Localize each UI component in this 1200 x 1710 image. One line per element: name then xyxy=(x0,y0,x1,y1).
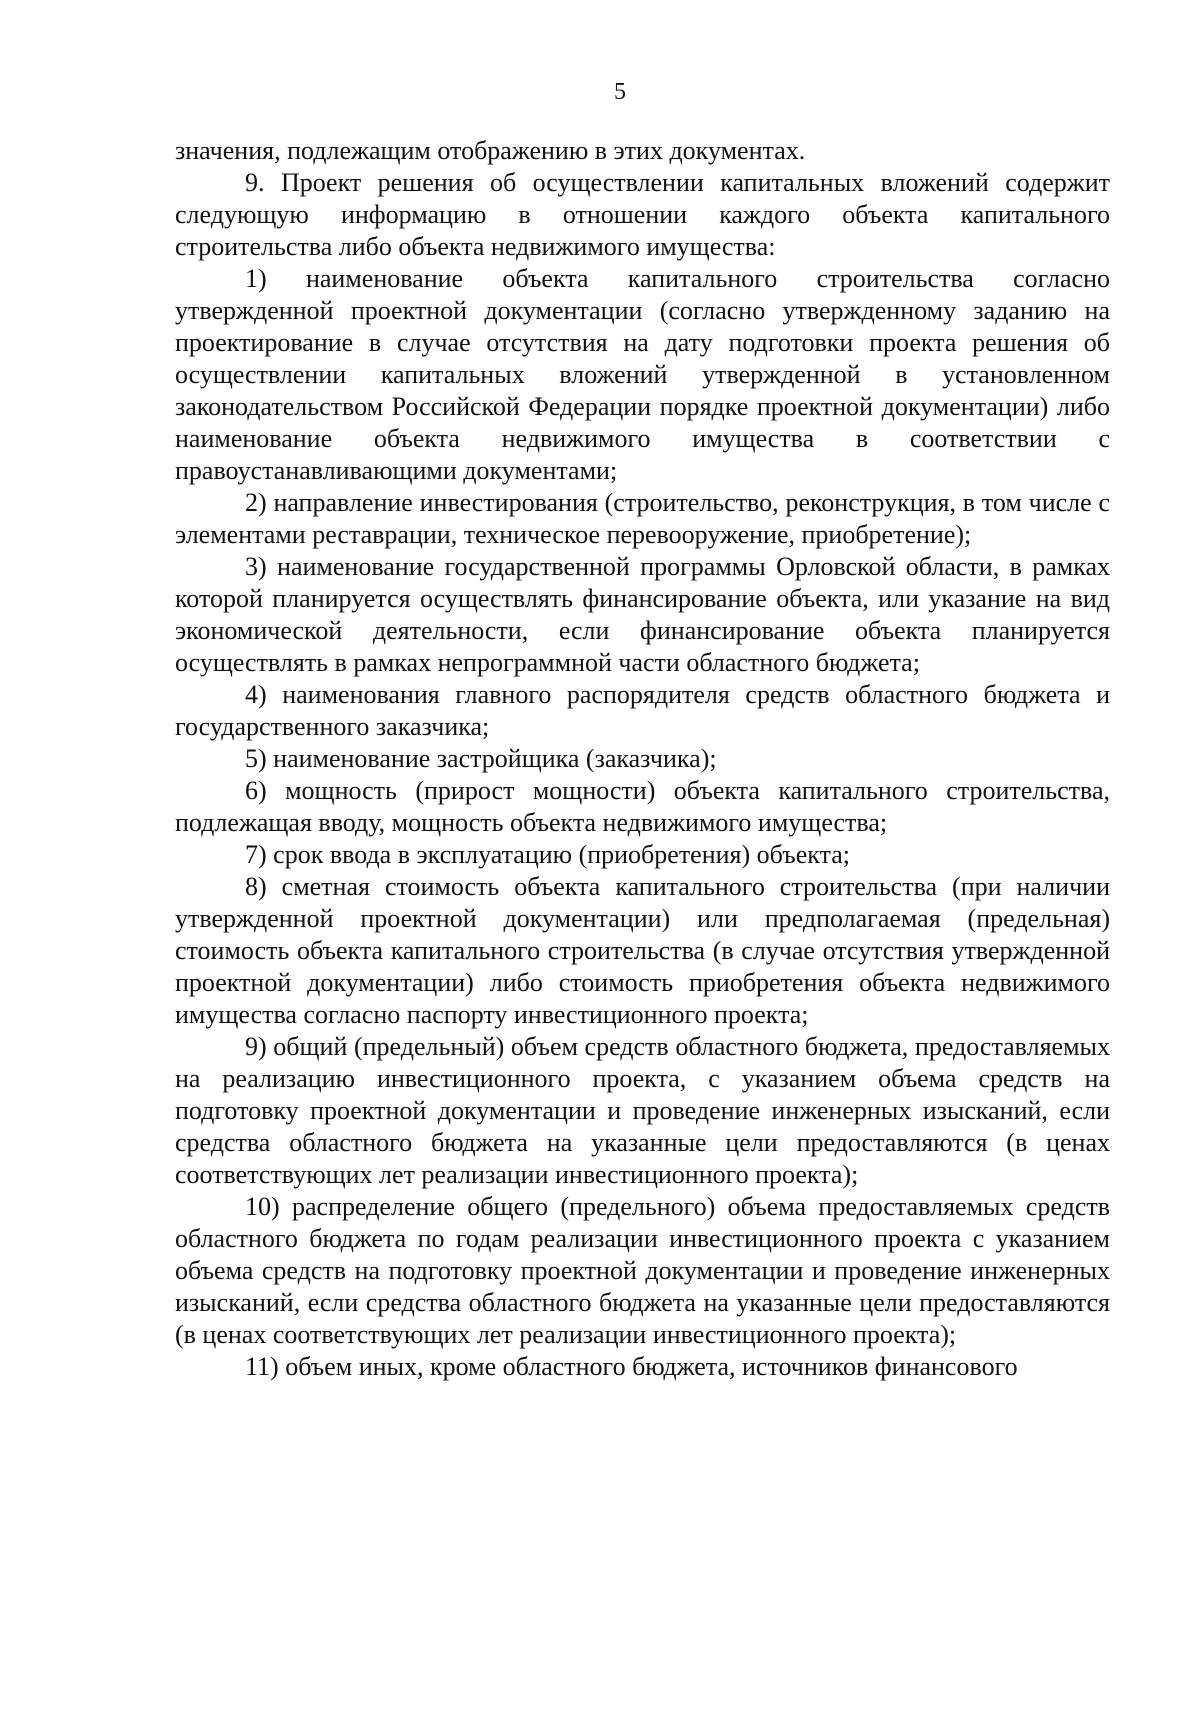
page-number: 5 xyxy=(614,79,626,105)
list-item-8: 8) сметная стоимость объекта капитального строительства (при наличии утвержденной проектной документации) или предполагаемая (предельная) стоимость объекта капитального строительства (в случае отсутствия утвержденной проектной документации) либо стоимость приобретения объекта недвижимого имущества согласно паспорту инвестиционного проекта; xyxy=(175,872,1110,1029)
paragraph-item-9: 9. Проект решения об осуществлении капитальных вложений содержит следующую информацию в отношении каждого объекта капитального строительства либо объекта недвижимого имущества: xyxy=(175,168,1110,261)
list-item-6: 6) мощность (прирост мощности) объекта капитального строительства, подлежащая вводу, мощность объекта недвижимого имущества; xyxy=(175,776,1110,837)
list-item-10: 10) распределение общего (предельного) объема предоставляемых средств областного бюджета по годам реализации инвестиционного проекта с указанием объема средств на подготовку проектной документации и проведение инженерных изысканий, если средства областного бюджета на указанные цели предоставляются (в ценах соответствующих лет реализации инвестиционного проекта); xyxy=(175,1192,1110,1349)
list-item-9: 9) общий (предельный) объем средств областного бюджета, предоставляемых на реализацию инвестиционного проекта, с указанием объема средств на подготовку проектной документации и проведение инженерных изысканий, если средства областного бюджета на указанные цели предоставляются (в ценах соответствующих лет реализации инвестиционного проекта); xyxy=(175,1032,1110,1189)
list-item-2: 2) направление инвестирования (строительство, реконструкция, в том числе с элементами реставрации, техническое перевооружение, приобретение); xyxy=(175,488,1110,549)
paragraph-continuation: значения, подлежащим отображению в этих документах. xyxy=(175,136,806,165)
list-item-11: 11) объем иных, кроме областного бюджета, источников финансового xyxy=(245,1352,1018,1381)
document-body xyxy=(175,135,1110,1383)
list-item-3: 3) наименование государственной программы Орловской области, в рамках которой планируется осуществлять финансирование объекта, или указание на вид экономической деятельности, если финансирование объекта планируется осуществлять в рамках непрограммной части областного бюджета; xyxy=(175,552,1110,677)
list-item-1: 1) наименование объекта капитального строительства согласно утвержденной проектной документации (согласно утвержденному заданию на проектирование в случае отсутствия на дату подготовки проекта решения об осуществлении капитальных вложений утвержденной в установленном законодательством Российской Федерации порядке проектной документации) либо наименование объекта недвижимого имущества в соответствии с правоустанавливающими документами; xyxy=(175,264,1110,485)
list-item-5: 5) наименование застройщика (заказчика); xyxy=(245,744,717,773)
list-item-4: 4) наименования главного распорядителя средств областного бюджета и государственного заказчика; xyxy=(175,680,1110,741)
list-item-7: 7) срок ввода в эксплуатацию (приобретения) объекта; xyxy=(245,840,850,869)
